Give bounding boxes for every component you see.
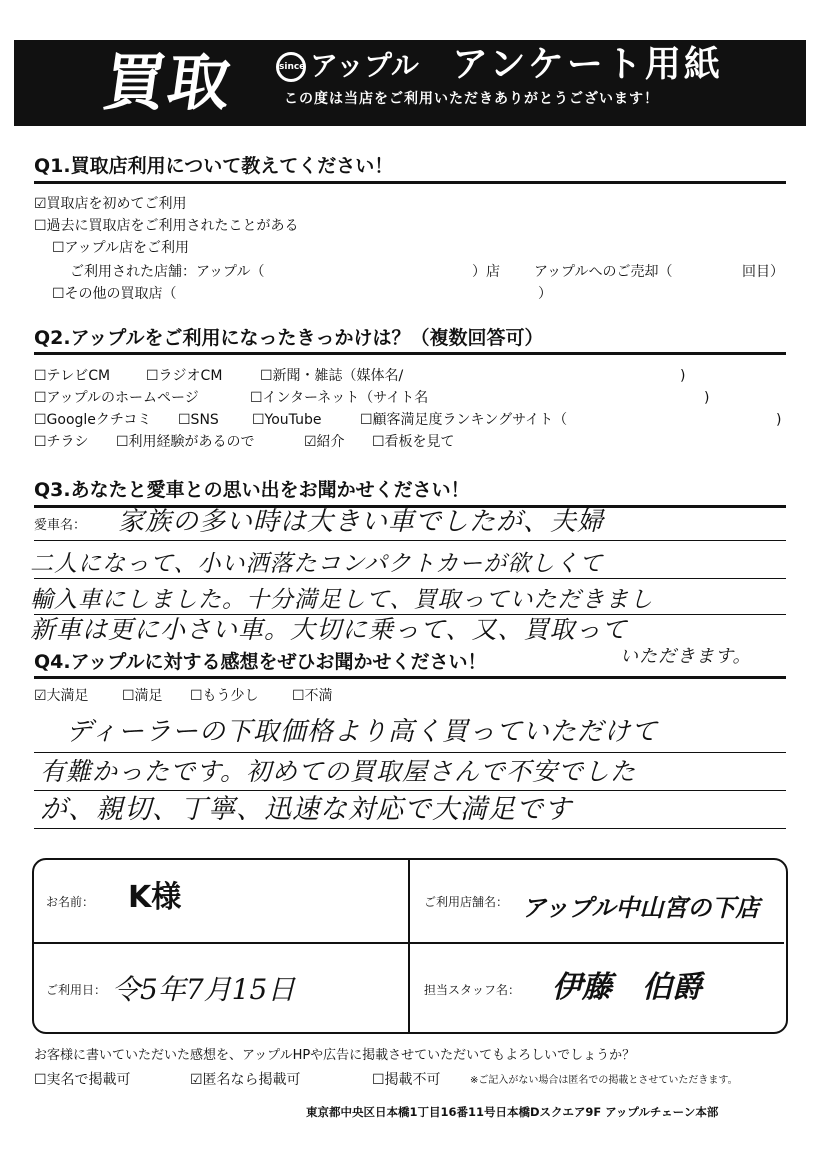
q4-line-3: が、親切、丁寧、迅速な対応で大満足です xyxy=(40,794,572,825)
q1-option-apple-store[interactable]: ☐アップル店をご利用 xyxy=(52,240,190,256)
brand-label: アップル xyxy=(310,49,419,82)
q4-line-1: ディーラーの下取価格より高く買っていただけて xyxy=(66,717,658,747)
q4-rule xyxy=(34,676,786,679)
brand-name xyxy=(276,46,419,86)
q3-car-label: 愛車名： xyxy=(34,518,87,533)
q3-line-3: 輸入車にしました。十分満足して、買取っていただきまし xyxy=(30,587,654,613)
name-value[interactable]: K様 xyxy=(128,880,182,915)
q2-option-internet[interactable]: ☐インターネット（サイト名 xyxy=(250,390,429,406)
kaitori-logo: 買取 xyxy=(98,46,238,119)
q3-line-2: 二人になって、小い洒落たコンパクトカーが欲しくて xyxy=(30,551,604,577)
q2-title: Q2.アップルをご利用になったきっかけは？（複数回答可） xyxy=(34,327,544,349)
consent-question: お客様に書いていただいた感想を、アップルHPや広告に掲載させていただいてもよろしいでしょうか？ xyxy=(34,1048,636,1063)
q2-ranking-close: ) xyxy=(776,412,782,428)
q2-internet-close: ) xyxy=(704,390,710,406)
q3-guide-1 xyxy=(34,540,786,541)
q2-rule xyxy=(34,352,786,355)
consent-option-not-allowed[interactable]: ☐掲載不可 xyxy=(372,1072,441,1088)
q2-option-ranking-site[interactable]: ☐顧客満足度ランキングサイト（ xyxy=(360,412,568,428)
q2-option-youtube[interactable]: ☐YouTube xyxy=(252,412,322,428)
q4-guide-2 xyxy=(34,790,786,791)
store-name-label: ご利用店舗名： xyxy=(424,895,509,909)
consent-option-anonymous[interactable]: ☑匿名なら掲載可 xyxy=(190,1072,301,1088)
q2-option-experience[interactable]: ☐利用経験があるので xyxy=(116,434,255,450)
q2-option-sns[interactable]: ☐SNS xyxy=(178,412,219,428)
q1-store-suffix: ）店 xyxy=(472,264,500,280)
q2-newspaper-close: ) xyxy=(680,368,686,384)
q3-line-4: 新車は更に小さい車。大切に乗って、又、買取って xyxy=(30,615,628,644)
q4-title: Q4.アップルに対する感想をぜひお聞かせください！ xyxy=(34,651,487,673)
q3-line-1: 家族の多い時は大きい車でしたが、夫婦 xyxy=(118,507,605,537)
q2-option-flyer[interactable]: ☐チラシ xyxy=(34,434,89,450)
q3-guide-2 xyxy=(34,578,786,579)
info-box-divider-h xyxy=(34,942,784,944)
q2-option-radio-cm[interactable]: ☐ラジオCM xyxy=(146,368,223,384)
q4-guide-1 xyxy=(34,752,786,753)
staff-value[interactable]: 伊藤 伯爵 xyxy=(552,970,702,1005)
q2-option-newspaper[interactable]: ☐新聞・雑誌（媒体名/ xyxy=(260,368,404,384)
date-value[interactable]: 令5年7月15日 xyxy=(112,973,296,1006)
q1-rule xyxy=(34,181,786,184)
q1-sales-suffix: 回目） xyxy=(742,264,784,280)
q2-option-signboard[interactable]: ☐看板を見て xyxy=(372,434,455,450)
q1-option-used-before[interactable]: ☐過去に買取店をご利用されたことがある xyxy=(34,218,299,234)
q4-guide-3 xyxy=(34,828,786,829)
q2-option-referral[interactable]: ☑紹介 xyxy=(304,434,345,450)
q1-option-other-store[interactable]: ☐その他の買取店（ xyxy=(52,286,177,302)
staff-label: 担当スタッフ名： xyxy=(424,983,521,997)
consent-option-real-name[interactable]: ☐実名で掲載可 xyxy=(34,1072,131,1088)
q1-other-suffix: ） xyxy=(538,286,552,302)
store-name-value[interactable]: アップル中山宮の下店 xyxy=(522,893,760,922)
q3-title: Q3.あなたと愛車との思い出をお聞かせください！ xyxy=(34,479,470,501)
q1-store-label: ご利用された店舗：アップル（ xyxy=(70,264,265,280)
date-label: ご利用日： xyxy=(46,983,107,997)
name-label: お名前： xyxy=(46,895,95,909)
q1-title: Q1.買取店利用について教えてください！ xyxy=(34,155,394,177)
form-title: アンケート用紙 xyxy=(452,44,723,85)
q4-line-2: 有難かったです。初めての買取屋さんで不安でした xyxy=(40,757,637,786)
q1-option-first-time[interactable]: ☑買取店を初めてご利用 xyxy=(34,196,187,212)
q4-option-a-little-more[interactable]: ☐もう少し xyxy=(190,688,259,704)
brand-mark-icon: since xyxy=(276,52,306,82)
q4-option-satisfied[interactable]: ☐満足 xyxy=(122,688,163,704)
q2-option-tv-cm[interactable]: ☐テレビCM xyxy=(34,368,111,384)
consent-note: ※ご記入がない場合は匿名での掲載とさせていただきます。 xyxy=(470,1075,738,1086)
q4-option-dissatisfied[interactable]: ☐不満 xyxy=(292,688,333,704)
q2-option-homepage[interactable]: ☐アップルのホームページ xyxy=(34,390,199,406)
header-subtitle: この度は当店をご利用いただきありがとうございます！ xyxy=(284,91,659,107)
q3-line-5: いただきます。 xyxy=(620,646,752,667)
q4-option-very-satisfied[interactable]: ☑大満足 xyxy=(34,688,89,704)
q2-option-google[interactable]: ☐Googleクチコミ xyxy=(34,412,152,428)
info-box-divider-v xyxy=(408,858,410,1032)
header-banner xyxy=(14,40,806,126)
q1-sales-label: アップルへのご売却（ xyxy=(534,264,673,280)
hq-address: 東京都中央区日本橋1丁目16番11号日本橋Dスクエア9F アップルチェーン本部 xyxy=(306,1105,719,1119)
